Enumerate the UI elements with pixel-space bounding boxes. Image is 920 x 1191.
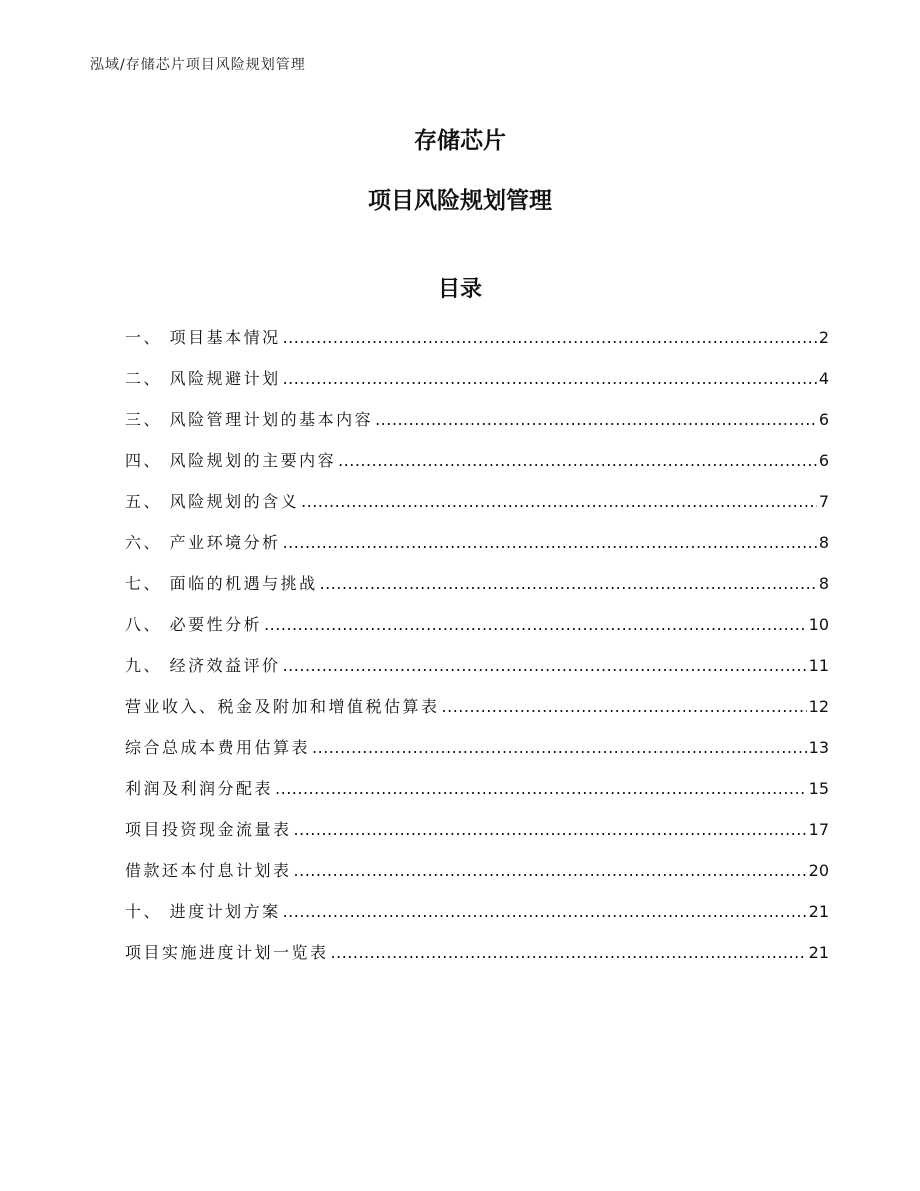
toc-entry-page: 8	[818, 533, 829, 552]
toc-entry-label: 三、 风险管理计划的基本内容	[125, 410, 374, 429]
toc-entry-label: 五、 风险规划的含义	[125, 492, 300, 511]
toc-leader-dots	[320, 574, 817, 593]
toc-leader-dots	[283, 902, 807, 921]
toc-entry[interactable]	[125, 407, 829, 448]
toc-entry-label: 九、 经济效益评价	[125, 656, 281, 675]
toc-entry[interactable]	[125, 817, 829, 858]
toc-entry-label: 借款还本付息计划表	[125, 861, 292, 880]
toc-entry-page: 2	[818, 328, 829, 347]
toc-entry-page: 21	[808, 902, 829, 921]
table-of-contents	[125, 325, 829, 981]
toc-entry-label: 利润及利润分配表	[125, 779, 274, 798]
toc-entry[interactable]	[125, 899, 829, 940]
toc-entry[interactable]	[125, 448, 829, 489]
toc-entry-label: 八、 必要性分析	[125, 615, 263, 634]
toc-leader-dots	[264, 615, 807, 634]
toc-entry-label: 二、 风险规避计划	[125, 369, 281, 388]
toc-leader-dots	[301, 492, 817, 511]
toc-entry-page: 21	[808, 943, 829, 962]
toc-entry-page: 20	[808, 861, 829, 880]
toc-leader-dots	[312, 738, 807, 757]
toc-leader-dots	[283, 369, 817, 388]
toc-entry[interactable]	[125, 489, 829, 530]
toc-leader-dots	[375, 410, 817, 429]
toc-entry-page: 11	[808, 656, 829, 675]
toc-entry-label: 综合总成本费用估算表	[125, 738, 311, 757]
toc-entry[interactable]	[125, 694, 829, 735]
toc-entry-page: 8	[818, 574, 829, 593]
toc-entry-page: 10	[808, 615, 829, 634]
toc-entry[interactable]	[125, 612, 829, 653]
document-title: 存储芯片	[414, 128, 506, 154]
toc-entry-page: 12	[808, 697, 829, 716]
toc-entry-page: 6	[818, 451, 829, 470]
toc-entry[interactable]	[125, 858, 829, 899]
toc-entry[interactable]	[125, 653, 829, 694]
toc-leader-dots	[283, 533, 817, 552]
document-subtitle: 项目风险规划管理	[368, 188, 552, 214]
toc-entry-label: 四、 风险规划的主要内容	[125, 451, 337, 470]
toc-entry[interactable]	[125, 366, 829, 407]
toc-heading: 目录	[437, 277, 482, 302]
toc-leader-dots	[331, 943, 807, 962]
toc-entry-page: 17	[808, 820, 829, 839]
toc-entry[interactable]	[125, 325, 829, 366]
toc-entry-label: 一、 项目基本情况	[125, 328, 281, 347]
toc-entry-label: 六、 产业环境分析	[125, 533, 281, 552]
toc-leader-dots	[283, 656, 807, 675]
toc-entry-label: 项目投资现金流量表	[125, 820, 292, 839]
toc-entry[interactable]	[125, 776, 829, 817]
toc-entry[interactable]	[125, 530, 829, 571]
toc-entry[interactable]	[125, 571, 829, 612]
toc-leader-dots	[294, 861, 807, 880]
toc-entry-page: 6	[818, 410, 829, 429]
toc-entry[interactable]	[125, 735, 829, 776]
toc-leader-dots	[283, 328, 817, 347]
toc-entry-page: 7	[818, 492, 829, 511]
toc-entry-label: 营业收入、税金及附加和增值税估算表	[125, 697, 440, 716]
toc-entry-label: 项目实施进度计划一览表	[125, 943, 329, 962]
toc-entry-page: 15	[808, 779, 829, 798]
toc-entry-label: 十、 进度计划方案	[125, 902, 281, 921]
toc-entry-label: 七、 面临的机遇与挑战	[125, 574, 318, 593]
toc-entry-page: 4	[818, 369, 829, 388]
toc-leader-dots	[338, 451, 817, 470]
toc-entry-page: 13	[808, 738, 829, 757]
toc-leader-dots	[442, 697, 807, 716]
toc-leader-dots	[294, 820, 807, 839]
toc-entry[interactable]	[125, 940, 829, 981]
toc-leader-dots	[275, 779, 807, 798]
running-header: 泓域/存储芯片项目风险规划管理	[90, 57, 306, 73]
